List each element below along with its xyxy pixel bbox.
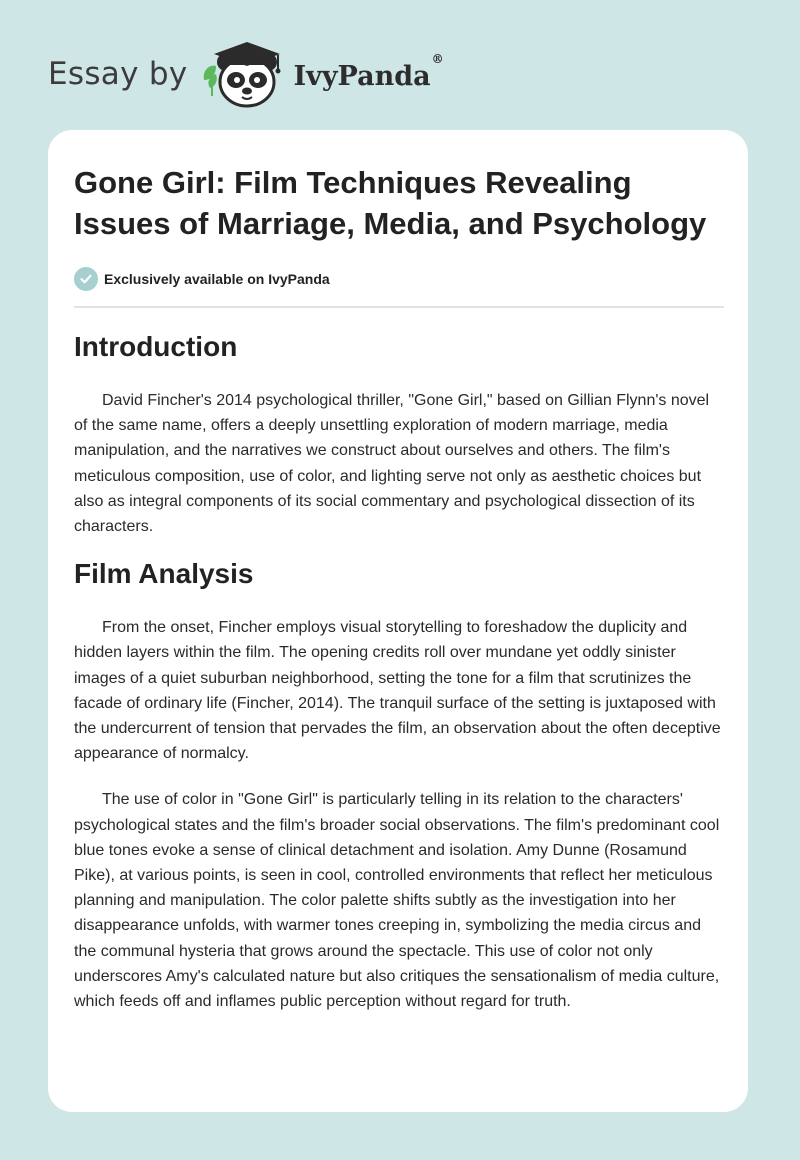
brand-name[interactable]: IvyPanda® — [293, 51, 444, 92]
essay-by-label: Essay by — [48, 56, 188, 92]
exclusive-label: Exclusively available on IvyPanda — [104, 271, 330, 287]
exclusive-badge — [74, 266, 724, 292]
paragraph: The use of color in "Gone Girl" is particularly telling in its relation to the characters' psychological states and the film's broader social observations. The film's predominant cool blue tones evoke a sense of clinical detachment and isolation. Amy Dunne (Rosamund Pike), at various points, is seen in cool, controlled environments that reflect her meticulous planning and manipulation. The color palette shifts subtly as the investigation into her disappearance unfolds, with warmer tones creeping in, symbolizing the media circus and the communal hysteria that grows around the spectacle. This use of color not only underscores Amy's calculated nature but also critiques the sensationalism of media culture, which feeds off and inflames public perception without regard for truth. — [74, 791, 720, 1011]
essay-title: Gone Girl: Film Techniques Revealing Issues of Marriage, Media, and Psychology — [74, 165, 707, 241]
section-heading-introduction: Introduction — [74, 331, 238, 362]
site-header — [48, 38, 444, 110]
trademark-symbol: ® — [431, 51, 444, 66]
paragraph: David Fincher's 2014 psychological thriller, "Gone Girl," based on Gillian Flynn's novel of the same name, offers a deeply unsettling exploration of modern marriage, media manipulation, and the narratives we construct about ourselves and others. The film's meticulous composition, use of color, and lighting serve not only as aesthetic choices but also as integral components of its social commentary and psychological dissection of its characters. — [74, 392, 710, 536]
essay-card — [48, 130, 748, 1112]
panda-logo-icon — [200, 38, 292, 110]
paragraph: From the onset, Fincher employs visual storytelling to foreshadow the duplicity and hidden layers within the film. The opening credits roll over mundane yet oddly sinister images of a quiet suburban neighborhood, setting the tone for a film that scrutinizes the facade of ordinary life (Fincher, 2014). The tranquil surface of the setting is juxtaposed with the undercurrent of tension that pervades the film, an observation about the often deceptive appearance of normalcy. — [74, 619, 721, 763]
check-icon — [74, 267, 98, 291]
essay-content — [74, 162, 724, 1014]
divider — [74, 306, 724, 308]
section-heading-film-analysis: Film Analysis — [74, 558, 254, 590]
